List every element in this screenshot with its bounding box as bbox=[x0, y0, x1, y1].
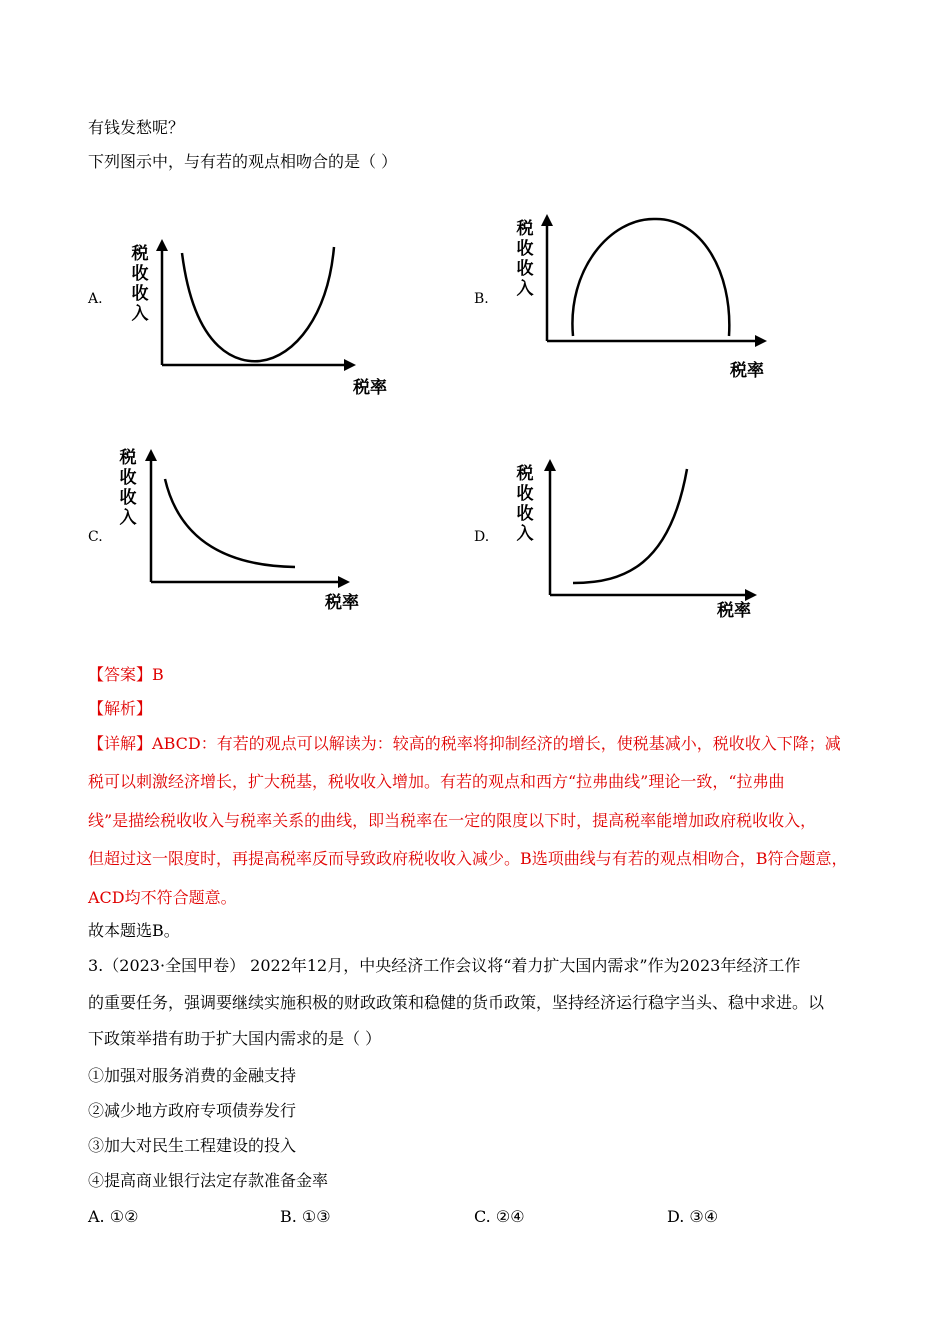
graph-b bbox=[505, 210, 785, 385]
graph-d bbox=[505, 455, 785, 630]
svg-text:收: 收 bbox=[516, 239, 534, 259]
svg-text:收: 收 bbox=[516, 259, 534, 279]
q3-line-3: 下政策举措有助于扩大国内需求的是（ ） bbox=[88, 1029, 382, 1048]
q3-line-2: 的重要任务，强调要继续实施积极的财政政策和稳健的货币政策，坚持经济运行稳字当头、稳中求进。以 bbox=[88, 993, 825, 1012]
graph-a-y-arrow bbox=[156, 239, 168, 251]
option-c-label: C. bbox=[88, 529, 103, 545]
graph-b-y-arrow bbox=[541, 214, 553, 226]
svg-text:收: 收 bbox=[516, 504, 534, 524]
graph-b-curve bbox=[572, 219, 729, 336]
graph-c bbox=[110, 443, 380, 618]
svg-text:收: 收 bbox=[119, 468, 137, 488]
svg-text:税: 税 bbox=[516, 464, 534, 484]
answer-tag: 【答案】 bbox=[88, 665, 153, 684]
analysis-tag: 【解析】 bbox=[88, 699, 153, 718]
graph-a-x-arrow bbox=[344, 359, 356, 371]
graph-d-curve bbox=[573, 469, 687, 583]
conclusion: 故本题选B。 bbox=[88, 921, 180, 940]
svg-text:收: 收 bbox=[516, 484, 534, 504]
graph-c-curve bbox=[165, 479, 295, 567]
detail-line-4: 但超过这一限度时，再提高税率反而导致政府税收收入减少。B选项曲线与有若的观点相吻合，B符合题意， bbox=[88, 849, 848, 868]
q3-line-1: 3.（2023·全国甲卷） 2022年12月，中央经济工作会议将“着力扩大国内需求”作为2023年经济工作 bbox=[88, 956, 801, 975]
detail-line-2: 税可以刺激经济增长，扩大税基，税收收入增加。有若的观点和西方“拉弗曲线”理论一致，“拉弗曲 bbox=[88, 772, 785, 791]
option-a-label: A. bbox=[88, 291, 103, 307]
q3-choice-d: D. ③④ bbox=[667, 1207, 719, 1226]
graph-c-x-label: 税率 bbox=[325, 593, 359, 613]
q3-choice-b: B. ①③ bbox=[280, 1207, 331, 1226]
svg-text:入: 入 bbox=[516, 279, 534, 299]
detail-line-1: 【详解】ABCD：有若的观点可以解读为：较高的税率将抑制经济的增长，使税基减小，税收收入下降；减 bbox=[88, 734, 841, 753]
svg-text:入: 入 bbox=[516, 524, 534, 544]
q3-choice-a: A. ①② bbox=[88, 1207, 139, 1226]
graph-d-y-arrow bbox=[544, 459, 556, 471]
svg-text:收: 收 bbox=[131, 284, 149, 304]
q3-statement-2: ②减少地方政府专项债券发行 bbox=[88, 1101, 297, 1120]
graph-b-y-label bbox=[516, 219, 534, 299]
svg-text:入: 入 bbox=[131, 304, 149, 324]
option-b-label: B. bbox=[474, 291, 489, 307]
q3-choice-c: C. ②④ bbox=[474, 1207, 525, 1226]
graph-a-curve bbox=[182, 247, 334, 361]
answer-line bbox=[88, 665, 164, 685]
q3-statement-4: ④提高商业银行法定存款准备金率 bbox=[88, 1171, 329, 1190]
q3-statement-3: ③加大对民生工程建设的投入 bbox=[88, 1136, 297, 1155]
svg-text:税: 税 bbox=[119, 448, 137, 468]
graph-c-x-arrow bbox=[338, 576, 350, 588]
graph-a-y-label bbox=[131, 244, 149, 324]
svg-text:税: 税 bbox=[131, 244, 149, 264]
q3-statement-1: ①加强对服务消费的金融支持 bbox=[88, 1066, 297, 1085]
svg-text:入: 入 bbox=[119, 508, 137, 528]
question-lead: 有钱发愁呢？ bbox=[88, 118, 185, 137]
graph-b-x-label: 税率 bbox=[730, 361, 764, 381]
detail-tag: 【详解】 bbox=[88, 734, 153, 753]
question-prompt: 下列图示中，与有若的观点相吻合的是（ ） bbox=[88, 152, 398, 171]
svg-text:收: 收 bbox=[131, 264, 149, 284]
option-d-label: D. bbox=[474, 529, 490, 545]
svg-text:收: 收 bbox=[119, 488, 137, 508]
graph-a-x-label: 税率 bbox=[353, 378, 387, 398]
detail-line-5: ACD均不符合题意。 bbox=[88, 888, 237, 907]
detail-line-3: 线”是描绘税收收入与税率关系的曲线，即当税率在一定的限度以下时，提高税率能增加政府税收收入， bbox=[88, 811, 817, 830]
graph-c-y-label bbox=[119, 448, 137, 528]
graph-c-y-arrow bbox=[145, 449, 157, 461]
graph-d-x-arrow bbox=[745, 589, 757, 601]
graph-d-y-label bbox=[516, 464, 534, 544]
svg-text:税: 税 bbox=[516, 219, 534, 239]
answer-value: B bbox=[152, 665, 164, 684]
graph-a bbox=[120, 235, 400, 405]
graph-b-x-arrow bbox=[755, 335, 767, 347]
graph-d-x-label: 税率 bbox=[717, 601, 751, 621]
